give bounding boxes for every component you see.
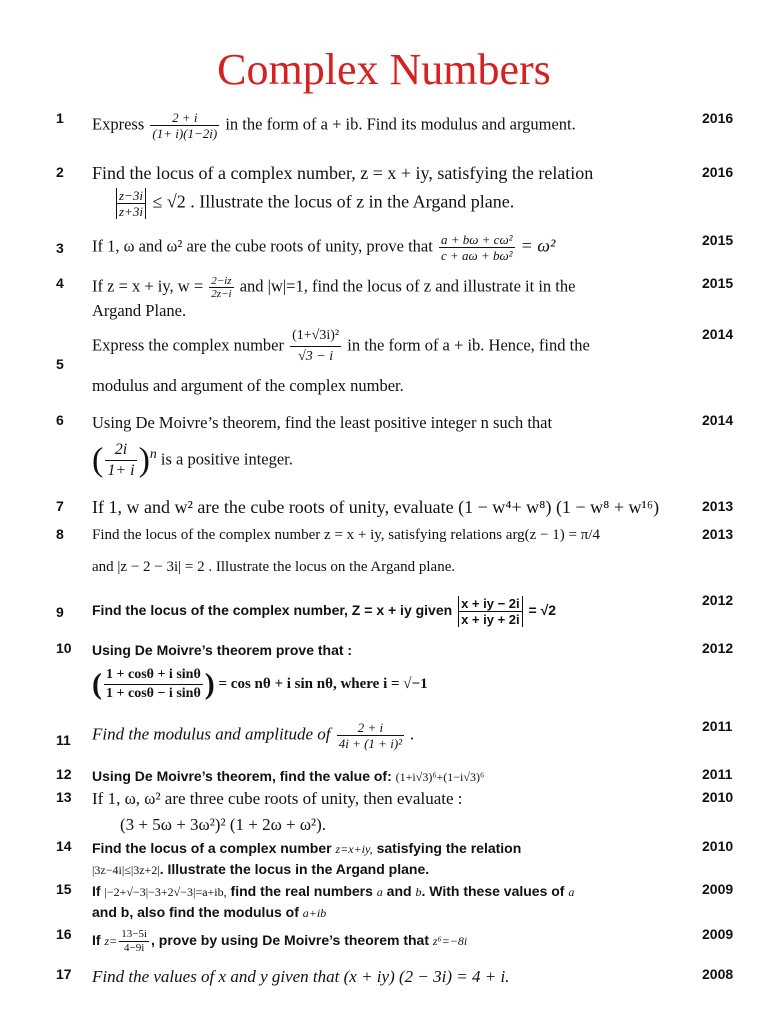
fraction bbox=[119, 928, 149, 955]
text-line bbox=[92, 275, 692, 300]
fraction bbox=[209, 275, 233, 300]
question-text bbox=[92, 881, 692, 923]
question-year: 2012 bbox=[702, 640, 734, 656]
denominator: (1+ i)(1−2i) bbox=[152, 126, 218, 141]
text-line: Find the locus of a complex number, z = x + iy, satisfying the relation bbox=[92, 163, 594, 183]
fraction bbox=[105, 440, 136, 481]
text-line bbox=[92, 666, 692, 703]
text: find the real numbers bbox=[230, 883, 373, 899]
text: If bbox=[92, 932, 101, 949]
text: Find the locus of the complex number, Z = x + iy given bbox=[92, 602, 453, 619]
denominator: 4−9i bbox=[123, 942, 145, 954]
numerator: (1+√3i)² bbox=[290, 326, 341, 347]
fraction bbox=[104, 666, 203, 703]
question-number: 17 bbox=[56, 966, 72, 982]
question-year: 2013 bbox=[702, 498, 734, 514]
question-text: If 1, w and w² are the cube roots of unity, evaluate (1 − w⁴+ w⁸) (1 − w⁸ + w¹⁶) bbox=[92, 497, 660, 517]
question-number: 15 bbox=[56, 881, 72, 897]
right-paren: ) bbox=[138, 441, 150, 479]
expression: |−2+√−3|−3+2√−3|=a+ib, bbox=[104, 885, 227, 899]
denominator: c + aω + bω² bbox=[440, 248, 513, 263]
question-text bbox=[92, 162, 692, 219]
fraction bbox=[337, 720, 404, 751]
text: If bbox=[92, 883, 101, 899]
text: in the form of a + ib. Find its modulus and argument. bbox=[225, 114, 576, 134]
question-text: Find the values of x and y given that (x + iy) (2 − 3i) = 4 + i. bbox=[92, 967, 510, 986]
expression: z=x+iy, bbox=[335, 842, 373, 856]
expression: z= bbox=[104, 934, 118, 949]
question-number: 4 bbox=[56, 275, 64, 291]
exponent: n bbox=[149, 445, 157, 461]
question-text bbox=[92, 640, 692, 703]
question-number: 8 bbox=[56, 526, 64, 542]
question-number: 7 bbox=[56, 498, 64, 514]
text: and |w|=1, find the locus of z and illustrate it in the bbox=[239, 276, 576, 296]
question-text bbox=[92, 766, 692, 787]
numerator: 2i bbox=[105, 440, 136, 461]
text: in the form of a + ib. Hence, find the bbox=[347, 335, 590, 355]
text: , prove by using De Moivre’s theorem that bbox=[151, 932, 429, 949]
question-year: 2010 bbox=[702, 838, 734, 854]
question-text bbox=[92, 412, 692, 481]
question-text bbox=[92, 275, 692, 322]
expression: (1+i√3)⁶+(1−i√3)⁶ bbox=[395, 770, 485, 784]
question-year: 2011 bbox=[702, 718, 733, 734]
text: Using De Moivre’s theorem, find the value of: bbox=[92, 768, 392, 784]
question-year: 2015 bbox=[702, 232, 734, 248]
question-number: 6 bbox=[56, 412, 64, 428]
denominator: x + iy + 2i bbox=[461, 612, 520, 627]
text: = √2 bbox=[528, 602, 557, 619]
question-number: 3 bbox=[56, 240, 64, 256]
denominator: √3 − i bbox=[298, 349, 334, 364]
text: satisfying the relation bbox=[376, 840, 522, 856]
question-text bbox=[92, 232, 702, 263]
text: Find the modulus and amplitude of bbox=[92, 724, 331, 744]
question-number: 10 bbox=[56, 640, 72, 656]
text-line: modulus and argument of the complex number. bbox=[92, 376, 404, 395]
question-year: 2010 bbox=[702, 789, 734, 805]
numerator: a + bω + cω² bbox=[440, 232, 513, 247]
question-text bbox=[92, 524, 692, 578]
text: Find the locus of a complex number bbox=[92, 840, 332, 856]
question-year: 2015 bbox=[702, 275, 734, 291]
fraction bbox=[439, 232, 515, 263]
text: and b, also find the modulus of bbox=[92, 904, 299, 920]
denominator: 1 + cosθ − i sinθ bbox=[106, 686, 201, 701]
question-year: 2016 bbox=[702, 164, 734, 180]
text: . With these values of bbox=[421, 883, 565, 899]
text-line: Using De Moivre’s theorem, find the least positive integer n such that bbox=[92, 413, 553, 432]
right-paren: ) bbox=[204, 667, 215, 701]
denominator: 4i + (1 + i)² bbox=[338, 736, 403, 751]
text-line: Using De Moivre’s theorem prove that : bbox=[92, 642, 353, 658]
variable: b bbox=[415, 885, 422, 899]
denominator: 2z−i bbox=[211, 288, 232, 300]
text-line bbox=[92, 838, 692, 859]
question-number: 1 bbox=[56, 110, 64, 126]
question-number: 16 bbox=[56, 926, 72, 942]
numerator: 13−5i bbox=[121, 928, 147, 940]
text-line bbox=[92, 440, 692, 481]
text: = ω² bbox=[520, 235, 556, 256]
question-year: 2011 bbox=[702, 766, 733, 782]
text: . Illustrate the locus in the Argand plane. bbox=[159, 861, 430, 877]
text-line bbox=[92, 326, 692, 367]
page-title: Complex Numbers bbox=[217, 45, 551, 94]
question-year: 2012 bbox=[702, 592, 734, 608]
question-year: 2014 bbox=[702, 326, 734, 342]
question-text bbox=[92, 838, 692, 880]
text-line: Argand Plane. bbox=[92, 301, 187, 320]
question-text bbox=[92, 596, 692, 627]
numerator: 1 + cosθ + i sinθ bbox=[104, 666, 203, 685]
expression: z⁶=−8i bbox=[432, 934, 468, 949]
question-number: 5 bbox=[56, 356, 64, 372]
question-text bbox=[92, 720, 692, 751]
text-line bbox=[92, 902, 692, 923]
expression: a+ib bbox=[302, 906, 327, 920]
question-number: 12 bbox=[56, 766, 72, 782]
expression: |3z−4i|≤|3z+2| bbox=[92, 863, 160, 877]
fraction bbox=[116, 188, 146, 219]
question-year: 2016 bbox=[702, 110, 734, 126]
numerator: x + iy − 2i bbox=[461, 596, 520, 611]
question-number: 14 bbox=[56, 838, 72, 854]
text-line bbox=[92, 859, 692, 880]
fraction bbox=[150, 110, 219, 141]
left-paren: ( bbox=[92, 441, 104, 479]
denominator: z+3i bbox=[119, 204, 143, 219]
question-text bbox=[92, 928, 692, 955]
question-number: 11 bbox=[56, 732, 71, 748]
text-line: If 1, ω, ω² are three cube roots of unity, then evaluate : bbox=[92, 789, 463, 808]
numerator: z−3i bbox=[119, 188, 143, 203]
question-number: 13 bbox=[56, 789, 72, 805]
question-text bbox=[92, 788, 692, 836]
text-line: Find the locus of the complex number z = x + iy, satisfying relations arg(z − 1) = π/4 bbox=[92, 527, 600, 543]
text-line bbox=[114, 188, 692, 219]
fraction bbox=[458, 596, 523, 627]
numerator: 2 + i bbox=[337, 720, 404, 736]
text-line: and |z − 2 − 3i| = 2 . Illustrate the locus on the Argand plane. bbox=[92, 559, 456, 575]
question-text bbox=[92, 110, 692, 141]
numerator: 2−iz bbox=[211, 275, 232, 287]
variable: a bbox=[568, 885, 575, 899]
text: If z = x + iy, w = bbox=[92, 276, 204, 296]
left-paren: ( bbox=[92, 667, 102, 701]
text: and bbox=[386, 883, 412, 899]
question-year: 2009 bbox=[702, 881, 734, 897]
question-number: 9 bbox=[56, 604, 64, 620]
question-year: 2009 bbox=[702, 926, 734, 942]
text: is a positive integer. bbox=[160, 449, 293, 469]
question-number: 2 bbox=[56, 164, 64, 180]
question-year: 2013 bbox=[702, 526, 734, 542]
text: Express the complex number bbox=[92, 335, 284, 355]
text: = cos nθ + i sin nθ, where i = √−1 bbox=[218, 675, 428, 692]
question-year: 2008 bbox=[702, 966, 734, 982]
question-text bbox=[92, 326, 692, 397]
fraction bbox=[290, 326, 341, 367]
text: ≤ √2 . Illustrate the locus of z in the Argand plane. bbox=[152, 191, 515, 212]
text-line bbox=[92, 881, 692, 902]
variable: a bbox=[376, 885, 383, 899]
denominator: 1+ i bbox=[107, 462, 135, 479]
text: If 1, ω and ω² are the cube roots of unity, prove that bbox=[92, 236, 433, 256]
text: Express bbox=[92, 114, 145, 134]
text: . bbox=[410, 724, 415, 744]
question-year: 2014 bbox=[702, 412, 734, 428]
numerator: 2 + i bbox=[150, 110, 219, 126]
text-line: (3 + 5ω + 3ω²)² (1 + 2ω + ω²). bbox=[120, 815, 327, 834]
